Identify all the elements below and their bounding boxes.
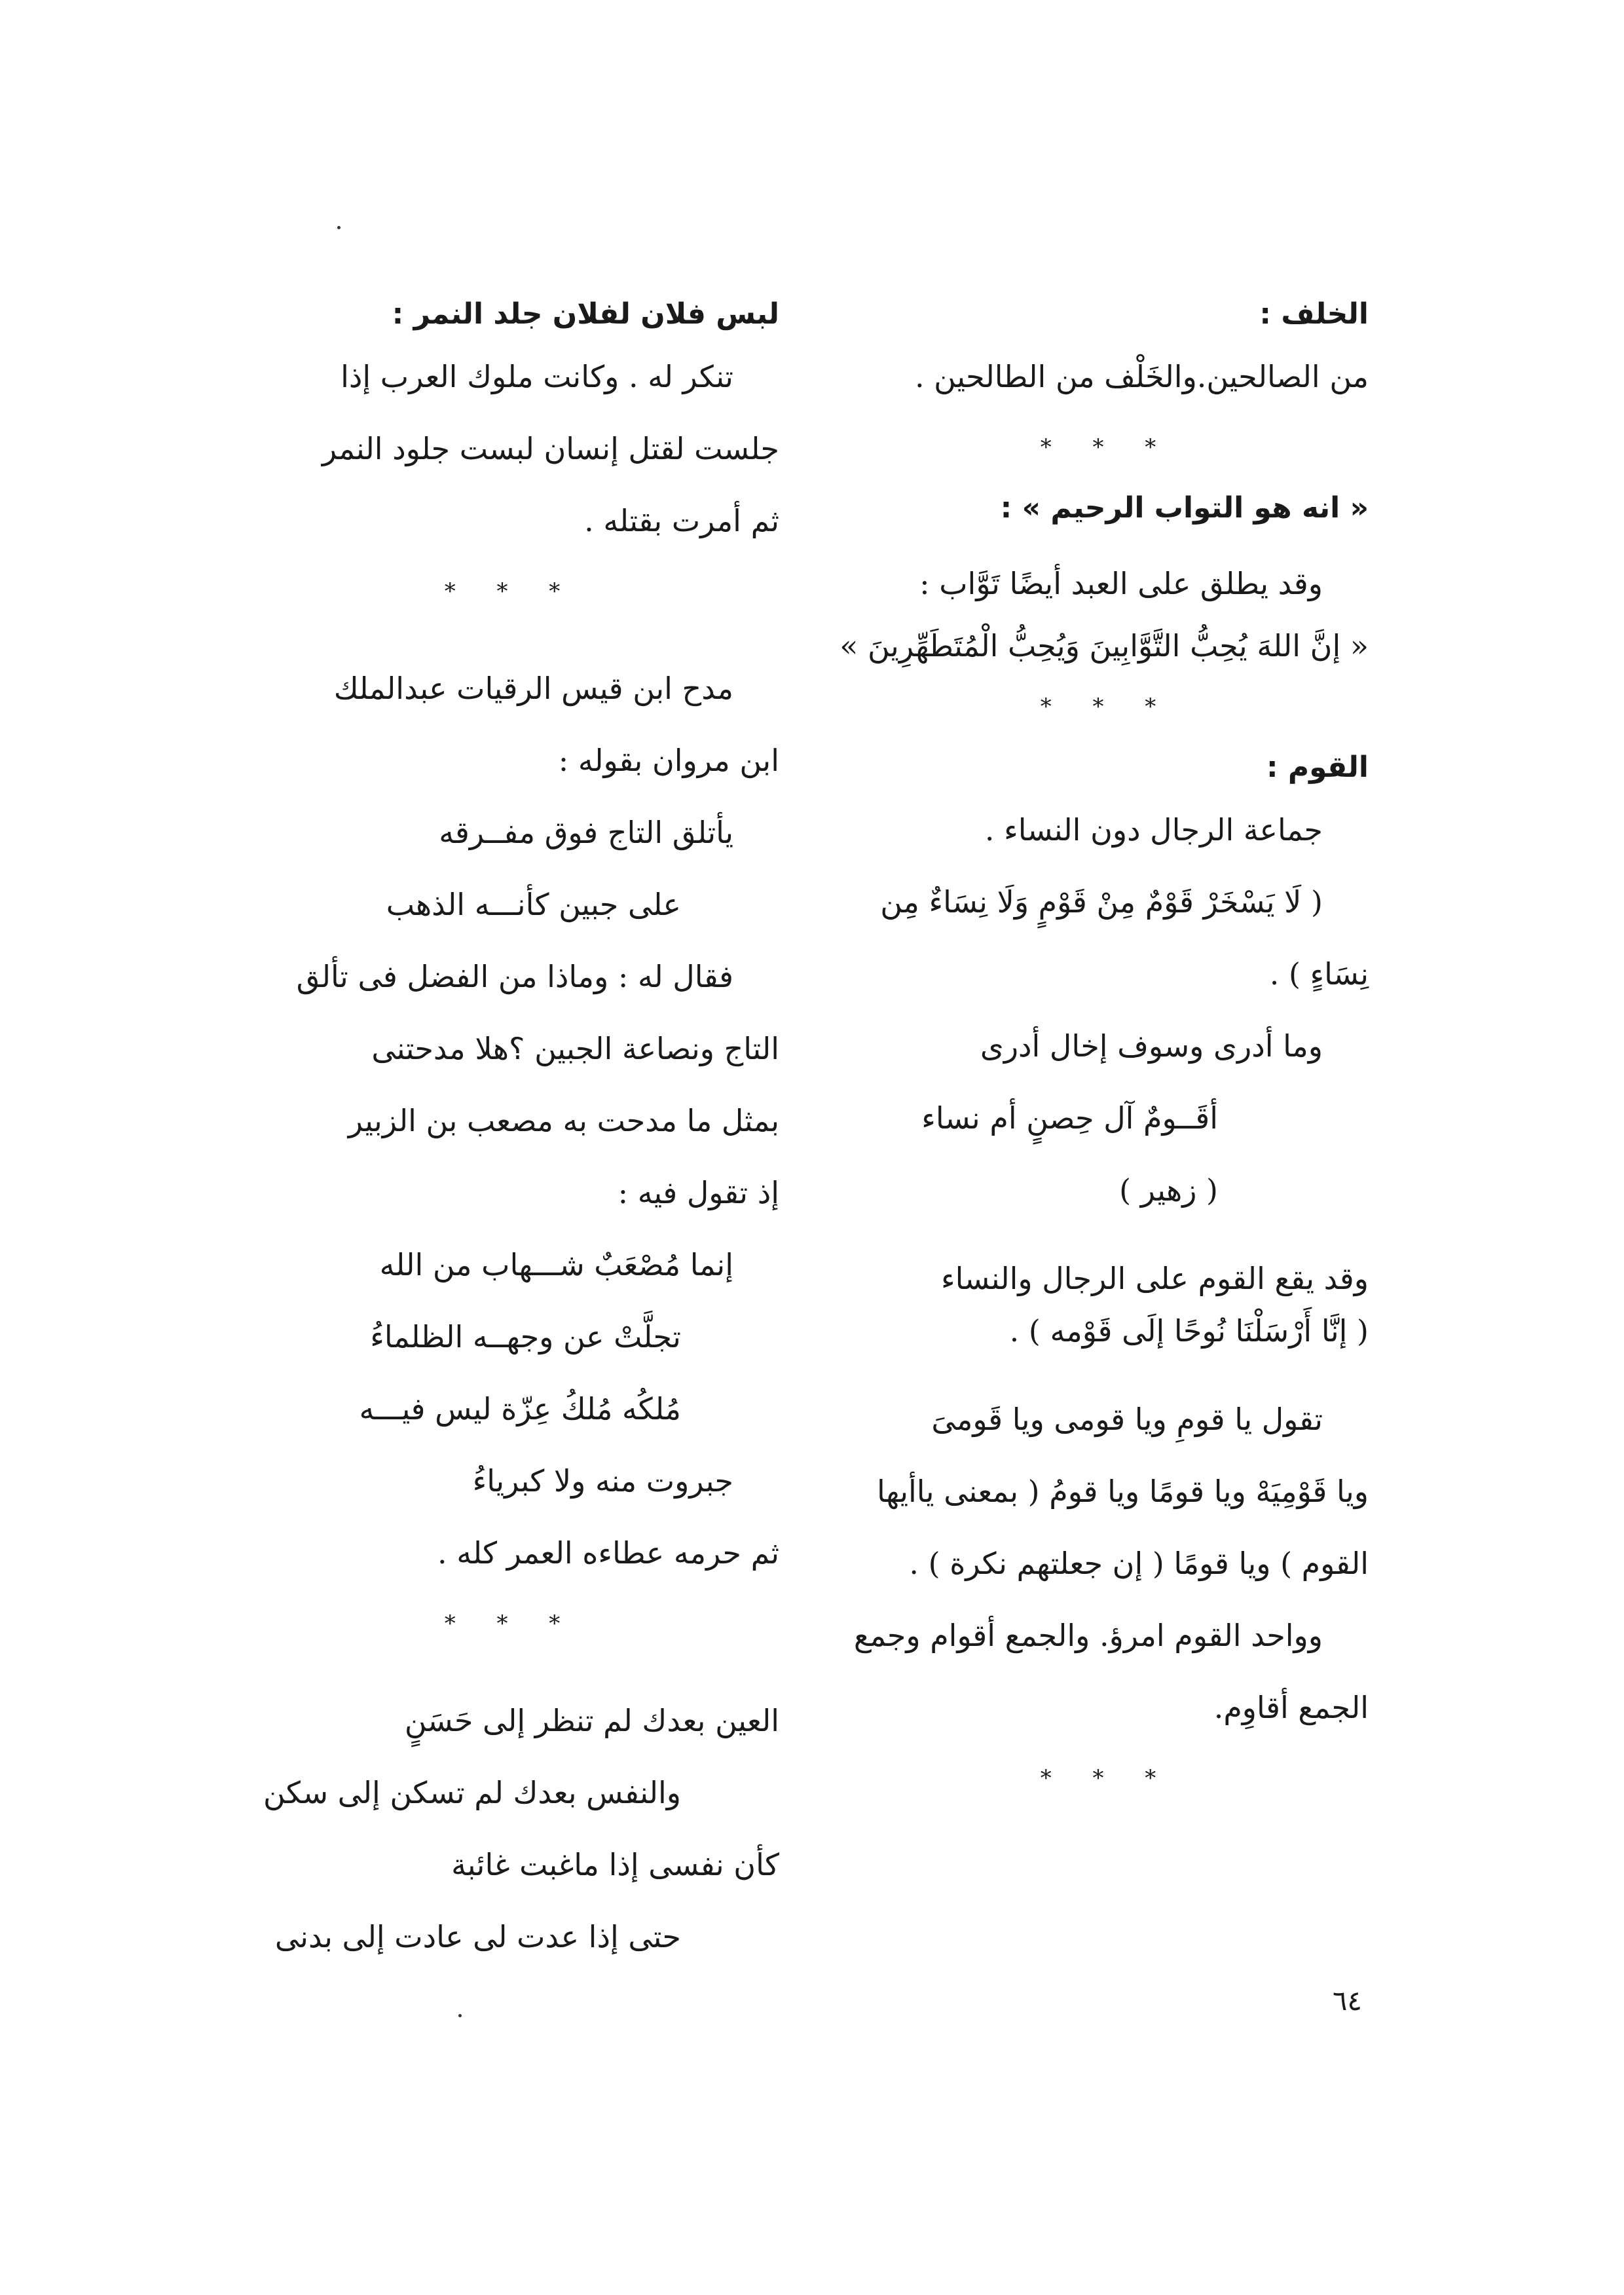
text-line: جماعة الرجال دون النساء .: [984, 812, 1323, 848]
left-column: [242, 288, 779, 1973]
section-separator: * * *: [444, 1611, 578, 1637]
poem-verse: على جبين كأنـــه الذهب: [386, 887, 681, 922]
poem-verse: وما أدرى وسوف إخال أدرى: [980, 1028, 1323, 1064]
poet-name: ( زهير ): [1119, 1172, 1218, 1208]
text-line: ابن مروان بقوله :: [558, 743, 779, 778]
quran-quote: « إنَّ اللهَ يُحِبُّ التَّوَّابِينَ وَيُحِبُّ الْمُتَطَهِّرِينَ »: [840, 628, 1369, 663]
heading-qawm: القوم :: [1266, 751, 1369, 784]
text-line: القوم ) ويا قومًا ( إن جعلتهم نكرة ) .: [909, 1546, 1369, 1581]
quran-quote: ( لَا يَسْخَرْ قَوْمٌ مِنْ قَوْمٍ وَلَا نِسَاءٌ مِن: [880, 884, 1323, 920]
text-line: التاج ونصاعة الجبين ؟هلا مدحتنى: [371, 1031, 779, 1066]
scan-speck: [458, 2014, 462, 2017]
text-line: وواحد القوم امرؤ. والجمع أقوام وجمع: [853, 1618, 1323, 1653]
poem-verse: والنفس بعدك لم تسكن إلى سكن: [263, 1775, 681, 1810]
text-line: وقد يقع القوم على الرجال والنساء: [941, 1261, 1369, 1296]
quran-quote: ( إنَّا أَرْسَلْنَا نُوحًا إلَى قَوْمه ) .: [1009, 1313, 1369, 1349]
section-separator: * * *: [1040, 694, 1173, 720]
text-line: ثم حرمه عطاءه العمر كله .: [437, 1535, 779, 1571]
text-line: وقد يطلق على العبد أيضًا تَوَّاب :: [919, 566, 1323, 601]
poem-verse: حتى إذا عدت لى عادت إلى بدنى: [274, 1919, 681, 1954]
poem-verse: كأن نفسى إذا ماغبت غائبة: [451, 1847, 779, 1882]
scan-speck: [337, 226, 341, 229]
page-number: ٦٤: [1332, 1985, 1362, 2017]
text-line: جلست لقتل إنسان لبست جلود النمر: [322, 431, 779, 466]
heading-khalaf: الخلف :: [1259, 297, 1369, 331]
section-separator: * * *: [444, 578, 578, 605]
text-line: بمثل ما مدحت به مصعب بن الزبير: [348, 1103, 779, 1138]
text-line: إذ تقول فيه :: [618, 1175, 779, 1210]
text-line: تنكر له . وكانت ملوك العرب إذا: [341, 359, 733, 394]
text-line: من الصالحين.والخَلْف من الطالحين .: [914, 359, 1369, 394]
section-separator: * * *: [1040, 434, 1173, 460]
quran-quote: نِسَاءٍ ) .: [1269, 956, 1369, 992]
right-column: [840, 288, 1369, 1813]
poem-verse: العين بعدك لم تنظر إلى حَسَنٍ: [404, 1703, 779, 1738]
heading-tawwab: « انه هو التواب الرحيم » :: [1000, 491, 1369, 525]
heading-jild-namir: لبس فلان لفلان جلد النمر :: [392, 297, 779, 331]
text-line: فقال له : وماذا من الفضل فى تألق: [296, 959, 733, 994]
poem-verse: أقَــومٌ آل حِصنٍ أم نساء: [921, 1100, 1218, 1136]
poem-verse: جبروت منه ولا كبرياءُ: [472, 1463, 733, 1499]
poem-verse: مُلكُه مُلكُ عِزّة ليس فيـــه: [359, 1391, 681, 1427]
poem-verse: يأتلق التاج فوق مفــرقه: [439, 815, 733, 850]
text-line: مدح ابن قيس الرقيات عبدالملك: [333, 671, 733, 706]
poem-verse: إنما مُصْعَبٌ شـــهاب من الله: [379, 1247, 733, 1282]
text-line: ثم أمرت بقتله .: [584, 503, 779, 538]
text-line: ويا قَوْمِيَهْ ويا قومًا ويا قومُ ( بمعنى ياأيها: [876, 1474, 1369, 1509]
text-line: تقول يا قومِ ويا قومى ويا قَومىَ: [931, 1402, 1323, 1437]
text-line: الجمع أقاوِم.: [1213, 1690, 1369, 1725]
section-separator: * * *: [1040, 1765, 1173, 1791]
poem-verse: تجلَّتْ عن وجهــه الظلماءُ: [370, 1319, 681, 1354]
